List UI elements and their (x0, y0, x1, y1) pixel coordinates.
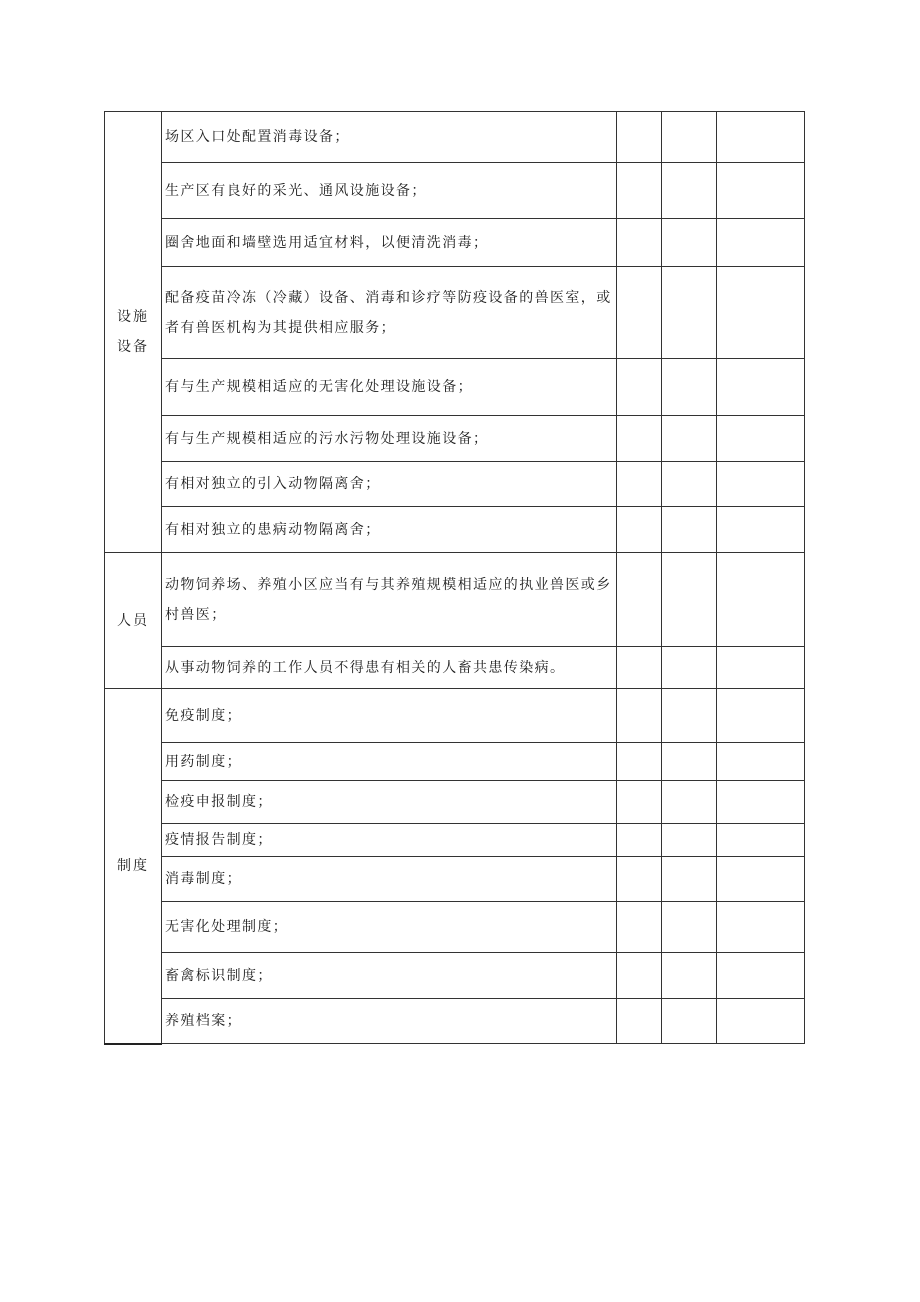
check-cell[interactable] (617, 219, 662, 267)
table-row (105, 999, 805, 1044)
check-cell[interactable] (617, 267, 662, 359)
remark-cell[interactable] (717, 163, 805, 219)
checklist-item: 免疫制度； (162, 689, 617, 743)
check-cell[interactable] (662, 902, 717, 953)
checklist-item: 养殖档案； (162, 999, 617, 1044)
checklist-item: 无害化处理制度； (162, 902, 617, 953)
check-cell[interactable] (662, 857, 717, 902)
check-cell[interactable] (662, 163, 717, 219)
check-cell[interactable] (617, 999, 662, 1044)
table-row (105, 689, 805, 743)
check-cell[interactable] (617, 163, 662, 219)
check-cell[interactable] (662, 462, 717, 507)
table-row (105, 507, 805, 553)
category-label-line: 制度 (117, 857, 149, 874)
category-label-line: 设施 (117, 309, 149, 325)
remark-cell[interactable] (717, 416, 805, 462)
check-cell[interactable] (617, 781, 662, 824)
table-row (105, 953, 805, 999)
check-cell[interactable] (662, 112, 717, 163)
check-cell[interactable] (617, 647, 662, 689)
check-cell[interactable] (662, 507, 717, 553)
check-cell[interactable] (662, 416, 717, 462)
table-row (105, 857, 805, 902)
table-row (105, 359, 805, 416)
remark-cell[interactable] (717, 743, 805, 781)
checklist-item: 场区入口处配置消毒设备； (162, 112, 617, 163)
remark-cell[interactable] (717, 824, 805, 857)
checklist-item: 有与生产规模相适应的污水污物处理设施设备； (162, 416, 617, 462)
checklist-item: 生产区有良好的采光、通风设施设备； (162, 163, 617, 219)
table-row (105, 553, 805, 647)
remark-cell[interactable] (717, 219, 805, 267)
table-row (105, 824, 805, 857)
checklist-item: 检疫申报制度； (162, 781, 617, 824)
check-cell[interactable] (617, 902, 662, 953)
table-row (105, 112, 805, 163)
table-row (105, 781, 805, 824)
checklist-item: 有相对独立的患病动物隔离舍； (162, 507, 617, 553)
category-cell-facilities (105, 112, 162, 553)
check-cell[interactable] (617, 553, 662, 647)
check-cell[interactable] (617, 507, 662, 553)
table-row (105, 163, 805, 219)
check-cell[interactable] (617, 824, 662, 857)
remark-cell[interactable] (717, 857, 805, 902)
checklist-item: 动物饲养场、养殖小区应当有与其养殖规模相适应的执业兽医或乡村兽医； (162, 553, 617, 647)
checklist-item: 畜禽标识制度； (162, 953, 617, 999)
remark-cell[interactable] (717, 953, 805, 999)
check-cell[interactable] (662, 553, 717, 647)
check-cell[interactable] (662, 781, 717, 824)
check-cell[interactable] (662, 689, 717, 743)
category-cell-personnel (105, 553, 162, 689)
remark-cell[interactable] (717, 507, 805, 553)
check-cell[interactable] (662, 219, 717, 267)
check-cell[interactable] (662, 267, 717, 359)
checklist-item: 有相对独立的引入动物隔离舍； (162, 462, 617, 507)
category-label-line: 设备 (117, 339, 149, 355)
table-row (105, 743, 805, 781)
check-cell[interactable] (617, 462, 662, 507)
remark-cell[interactable] (717, 999, 805, 1044)
table-row (105, 902, 805, 953)
remark-cell[interactable] (717, 553, 805, 647)
table-row (105, 647, 805, 689)
checklist-item: 疫情报告制度； (162, 824, 617, 857)
check-cell[interactable] (617, 416, 662, 462)
remark-cell[interactable] (717, 902, 805, 953)
remark-cell[interactable] (717, 359, 805, 416)
check-cell[interactable] (617, 689, 662, 743)
check-cell[interactable] (617, 953, 662, 999)
table-row (105, 462, 805, 507)
remark-cell[interactable] (717, 462, 805, 507)
check-cell[interactable] (617, 359, 662, 416)
inspection-checklist-table (104, 111, 805, 1045)
check-cell[interactable] (662, 824, 717, 857)
table-row (105, 416, 805, 462)
check-cell[interactable] (662, 743, 717, 781)
check-cell[interactable] (617, 112, 662, 163)
check-cell[interactable] (662, 953, 717, 999)
category-label-line: 人员 (117, 612, 149, 629)
remark-cell[interactable] (717, 267, 805, 359)
remark-cell[interactable] (717, 112, 805, 163)
check-cell[interactable] (617, 743, 662, 781)
checklist-item: 有与生产规模相适应的无害化处理设施设备； (162, 359, 617, 416)
remark-cell[interactable] (717, 689, 805, 743)
category-cell-systems (105, 689, 162, 1044)
check-cell[interactable] (662, 999, 717, 1044)
check-cell[interactable] (662, 359, 717, 416)
checklist-item: 圈舍地面和墙壁选用适宜材料，以便清洗消毒； (162, 219, 617, 267)
checklist-item: 用药制度； (162, 743, 617, 781)
remark-cell[interactable] (717, 647, 805, 689)
check-cell[interactable] (617, 857, 662, 902)
checklist-item: 从事动物饲养的工作人员不得患有相关的人畜共患传染病。 (162, 647, 617, 689)
check-cell[interactable] (662, 647, 717, 689)
remark-cell[interactable] (717, 781, 805, 824)
table-row (105, 219, 805, 267)
table-row (105, 267, 805, 359)
checklist-item: 消毒制度； (162, 857, 617, 902)
checklist-item: 配备疫苗冷冻（冷藏）设备、消毒和诊疗等防疫设备的兽医室，或者有兽医机构为其提供相应服务； (162, 267, 617, 359)
